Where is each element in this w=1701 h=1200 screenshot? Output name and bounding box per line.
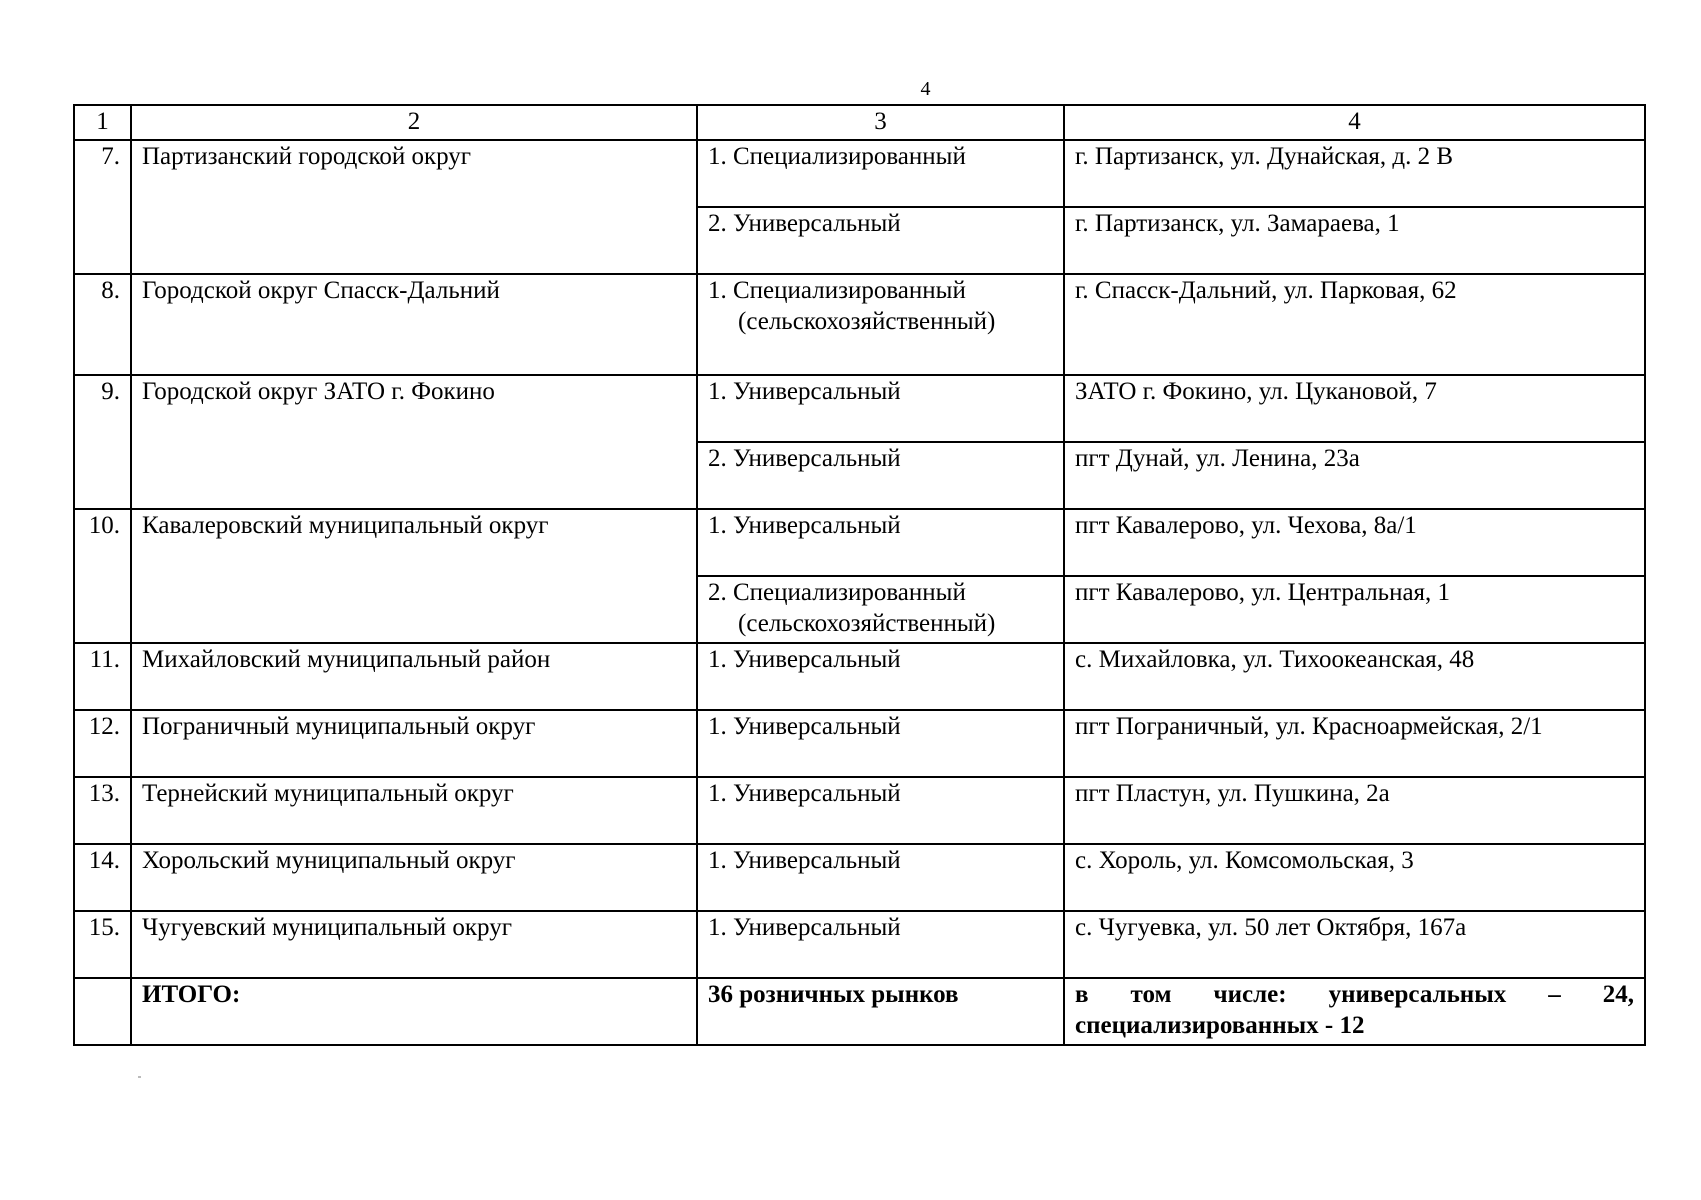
market-address: пгт Кавалерово, ул. Центральная, 1	[1064, 576, 1645, 643]
market-address: ЗАТО г. Фокино, ул. Цукановой, 7	[1064, 375, 1645, 442]
table-row	[74, 777, 1645, 844]
scan-speck	[138, 1076, 141, 1078]
market-address: с. Хороль, ул. Комсомольская, 3	[1064, 844, 1645, 911]
header-col-1: 1	[74, 105, 131, 140]
municipality-name: Городской округ ЗАТО г. Фокино	[131, 375, 697, 509]
market-type-line1: 2. Специализированный	[708, 579, 966, 606]
market-type-line1: 1. Специализированный	[708, 277, 966, 304]
header-col-3: 3	[697, 105, 1064, 140]
row-number: 10.	[74, 509, 131, 643]
row-number: 11.	[74, 643, 131, 710]
row-number: 8.	[74, 274, 131, 375]
table-row	[74, 844, 1645, 911]
market-type: 1. Универсальный	[697, 844, 1064, 911]
row-number: 14.	[74, 844, 131, 911]
municipality-name: Городской округ Спасск-Дальний	[131, 274, 697, 375]
row-number: 7.	[74, 140, 131, 274]
table-row	[74, 140, 1645, 207]
market-address: пгт Дунай, ул. Ленина, 23а	[1064, 442, 1645, 509]
market-type-line2: (сельскохозяйственный)	[738, 610, 996, 637]
header-row	[74, 105, 1645, 140]
table-row	[74, 710, 1645, 777]
market-address: с. Чугуевка, ул. 50 лет Октября, 167а	[1064, 911, 1645, 978]
municipality-name: Тернейский муниципальный округ	[131, 777, 697, 844]
row-number: 13.	[74, 777, 131, 844]
table-row	[74, 375, 1645, 442]
municipality-name: Пограничный муниципальный округ	[131, 710, 697, 777]
market-type: 1. Универсальный	[697, 509, 1064, 576]
market-type	[697, 576, 1064, 643]
market-type-line2: (сельскохозяйственный)	[738, 308, 996, 335]
market-type: 1. Универсальный	[697, 777, 1064, 844]
market-type: 2. Универсальный	[697, 207, 1064, 274]
total-label: ИТОГО:	[131, 978, 697, 1045]
market-address: г. Партизанск, ул. Замараева, 1	[1064, 207, 1645, 274]
total-breakdown: в том числе: универсальных – 24, специализированных - 12	[1064, 978, 1645, 1045]
total-market-count: 36 розничных рынков	[697, 978, 1064, 1045]
market-type: 1. Универсальный	[697, 375, 1064, 442]
municipality-name: Кавалеровский муниципальный округ	[131, 509, 697, 643]
municipality-name: Михайловский муниципальный район	[131, 643, 697, 710]
market-address: г. Партизанск, ул. Дунайская, д. 2 В	[1064, 140, 1645, 207]
table-row	[74, 911, 1645, 978]
market-address: пгт Пограничный, ул. Красноармейская, 2/1	[1064, 710, 1645, 777]
header-col-4: 4	[1064, 105, 1645, 140]
market-address: г. Спасск-Дальний, ул. Парковая, 62	[1064, 274, 1645, 375]
market-type: 1. Универсальный	[697, 643, 1064, 710]
total-row	[74, 978, 1645, 1045]
market-type: 1. Универсальный	[697, 710, 1064, 777]
municipality-name: Партизанский городской округ	[131, 140, 697, 274]
markets-table	[73, 104, 1646, 1046]
market-address: с. Михайловка, ул. Тихоокеанская, 48	[1064, 643, 1645, 710]
row-number: 12.	[74, 710, 131, 777]
header-col-2: 2	[131, 105, 697, 140]
table-row	[74, 509, 1645, 576]
market-type: 1. Специализированный	[697, 140, 1064, 207]
municipality-name: Чугуевский муниципальный округ	[131, 911, 697, 978]
table-row	[74, 643, 1645, 710]
market-address: пгт Кавалерово, ул. Чехова, 8а/1	[1064, 509, 1645, 576]
municipality-name: Хорольский муниципальный округ	[131, 844, 697, 911]
row-number: 9.	[74, 375, 131, 509]
market-type	[697, 274, 1064, 375]
page-number: 4	[920, 78, 931, 100]
market-type: 1. Универсальный	[697, 911, 1064, 978]
market-address: пгт Пластун, ул. Пушкина, 2а	[1064, 777, 1645, 844]
market-type: 2. Универсальный	[697, 442, 1064, 509]
row-number: 15.	[74, 911, 131, 978]
total-number-cell	[74, 978, 131, 1045]
table-row	[74, 274, 1645, 375]
